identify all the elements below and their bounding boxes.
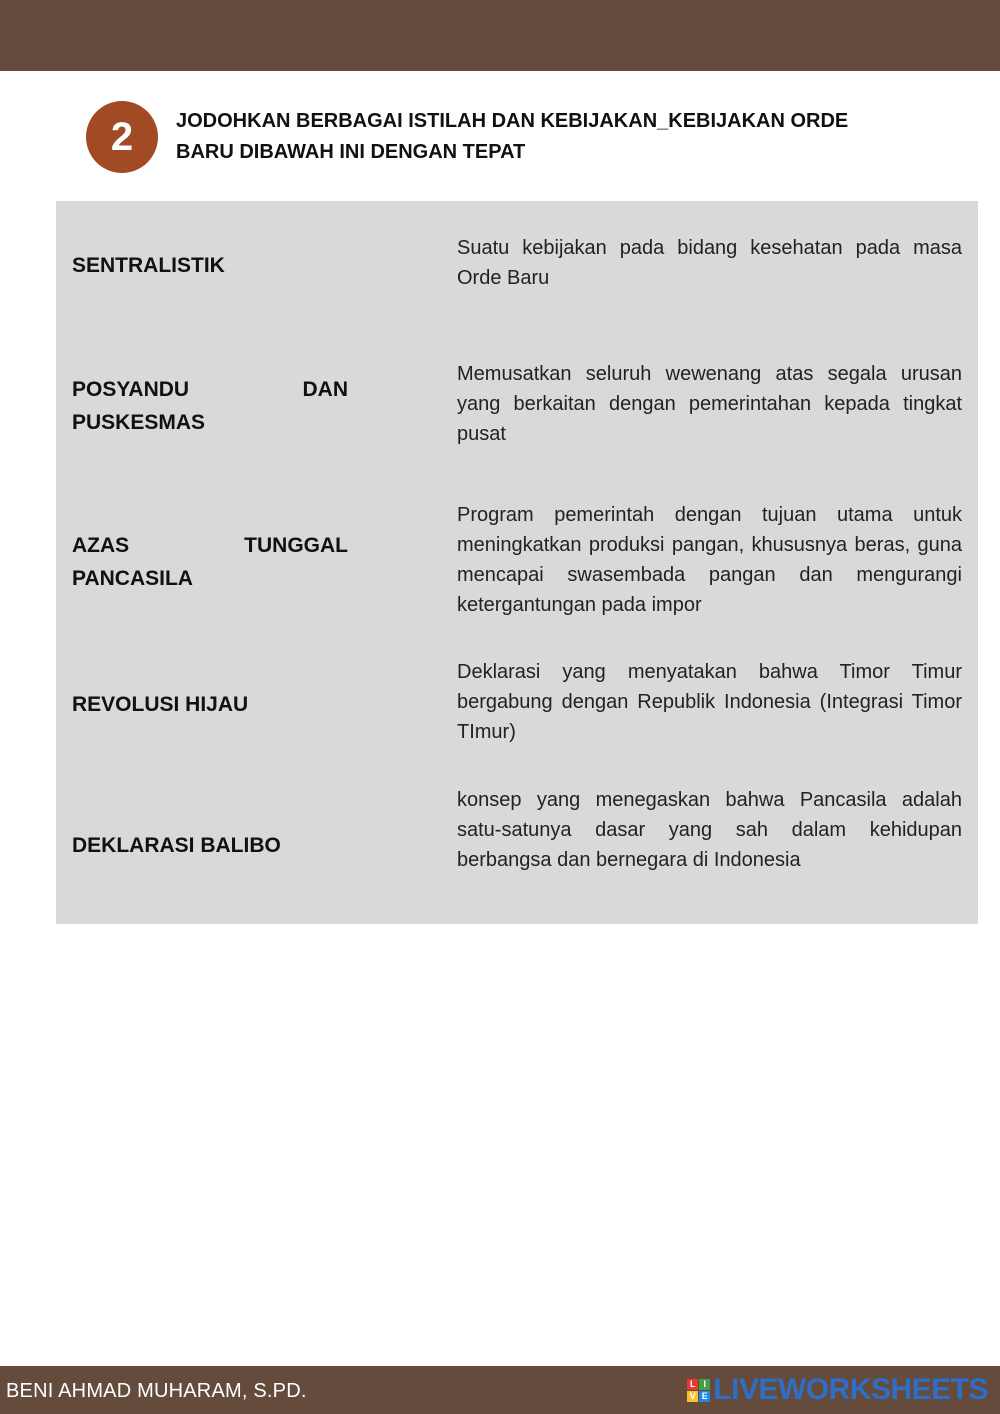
term-item[interactable] [72,249,348,282]
term-label-continued: PANCASILA [72,567,193,590]
term-label: AZAS TUNGGAL [72,534,348,557]
question-number-badge: 2 [86,101,158,173]
definition-item[interactable]: Deklarasi yang menyatakan bahwa Timor Timur bergabung dengan Republik Indonesia (Integrasi Timor TImur) [457,661,962,743]
definition-item[interactable]: Program pemerintah dengan tujuan utama untuk meningkatkan produksi pangan, khususnya beras, guna mencapai swasembada pangan dan mengurangi ketergantungan pada impor [457,504,962,616]
term-label: DEKLARASI BALIBO [72,834,281,857]
term-item[interactable] [72,529,348,595]
definition-item[interactable]: Suatu kebijakan pada bidang kesehatan pada masa Orde Baru [457,237,962,289]
instruction-line-2: BARU DIBAWAH INI DENGAN TEPAT [176,141,526,163]
logo-letter-e: E [699,1391,710,1402]
logo-letter-l: L [687,1379,698,1390]
liveworksheets-icon [687,1379,710,1402]
top-banner [0,0,1000,71]
author-name: BENI AHMAD MUHARAM, S.PD. [6,1380,307,1402]
liveworksheets-wordmark: LIVEWORKSHEETS [713,1373,988,1406]
instruction-heading [176,106,896,168]
term-label: POSYANDU DAN [72,378,348,401]
logo-letter-v: V [687,1391,698,1402]
term-item[interactable] [72,688,348,721]
logo-letter-i: I [699,1379,710,1390]
definition-item[interactable]: Memusatkan seluruh wewenang atas segala urusan yang berkaitan dengan pemerintahan kepada tingkat pusat [457,363,962,445]
term-label: SENTRALISTIK [72,254,225,277]
term-item[interactable] [72,829,348,862]
term-label-continued: PUSKESMAS [72,411,206,434]
instruction-line-1: JODOHKAN BERBAGAI ISTILAH DAN KEBIJAKAN_KEBIJAKAN ORDE [176,110,849,132]
definition-item[interactable]: konsep yang menegaskan bahwa Pancasila adalah satu-satunya dasar yang sah dalam kehidupan berbangsa dan bernegara di Indonesia [457,789,962,871]
term-item[interactable] [72,373,348,439]
liveworksheets-logo[interactable] [687,1374,988,1406]
term-label: REVOLUSI HIJAU [72,693,249,716]
matching-panel [56,201,978,924]
